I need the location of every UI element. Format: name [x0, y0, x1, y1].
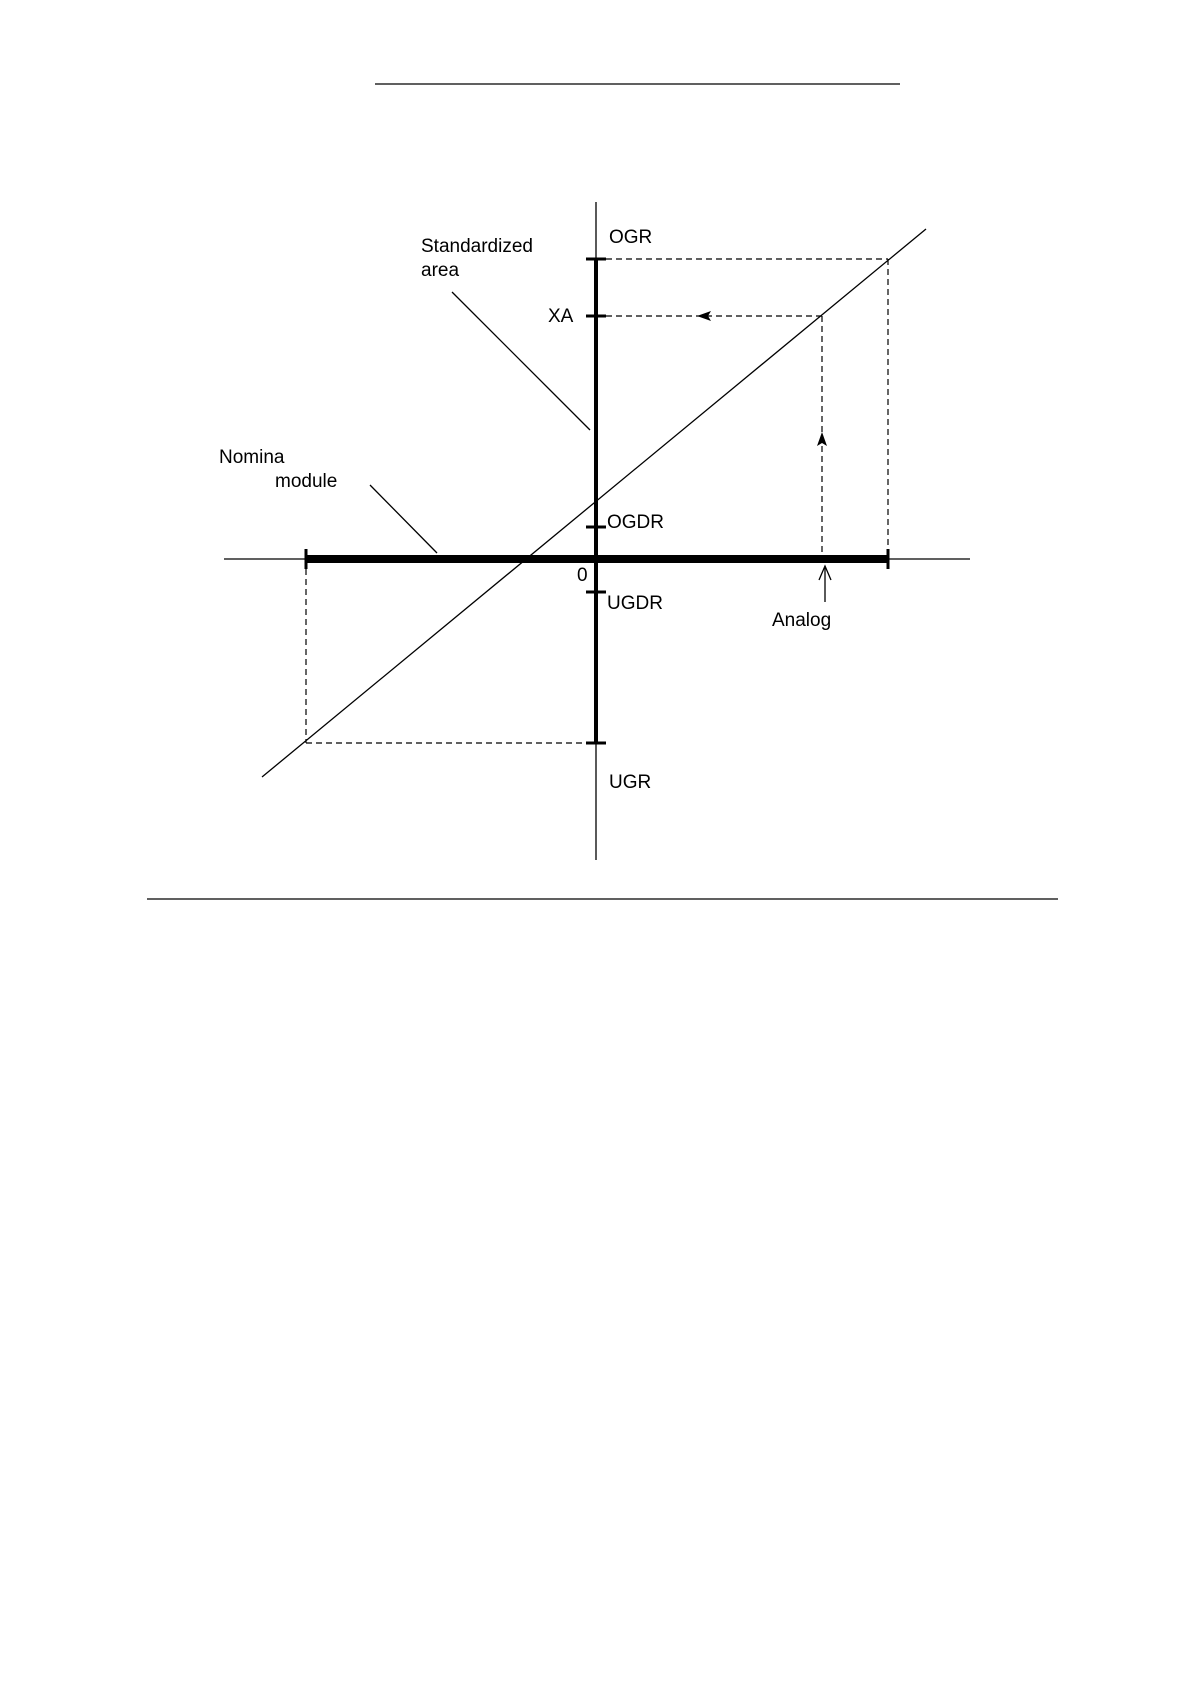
origin-label: 0: [577, 565, 588, 586]
nominal-module-label-line2: module: [275, 471, 338, 492]
ugdr-label: UGDR: [607, 593, 663, 614]
analog-up-arrow-head: [817, 432, 827, 446]
nominal-module-label-line1: Nomina: [219, 447, 285, 468]
nominal-module-leader: [370, 485, 437, 553]
ogr-label: OGR: [609, 227, 653, 248]
ogdr-label: OGDR: [607, 512, 664, 533]
ugr-label: UGR: [609, 772, 652, 793]
analog-label: Analog: [772, 610, 832, 631]
standardized-area-label-line1: Standardized: [421, 236, 533, 257]
standardized-area-label-line2: area: [421, 260, 460, 281]
xa-label: XA: [548, 306, 574, 327]
